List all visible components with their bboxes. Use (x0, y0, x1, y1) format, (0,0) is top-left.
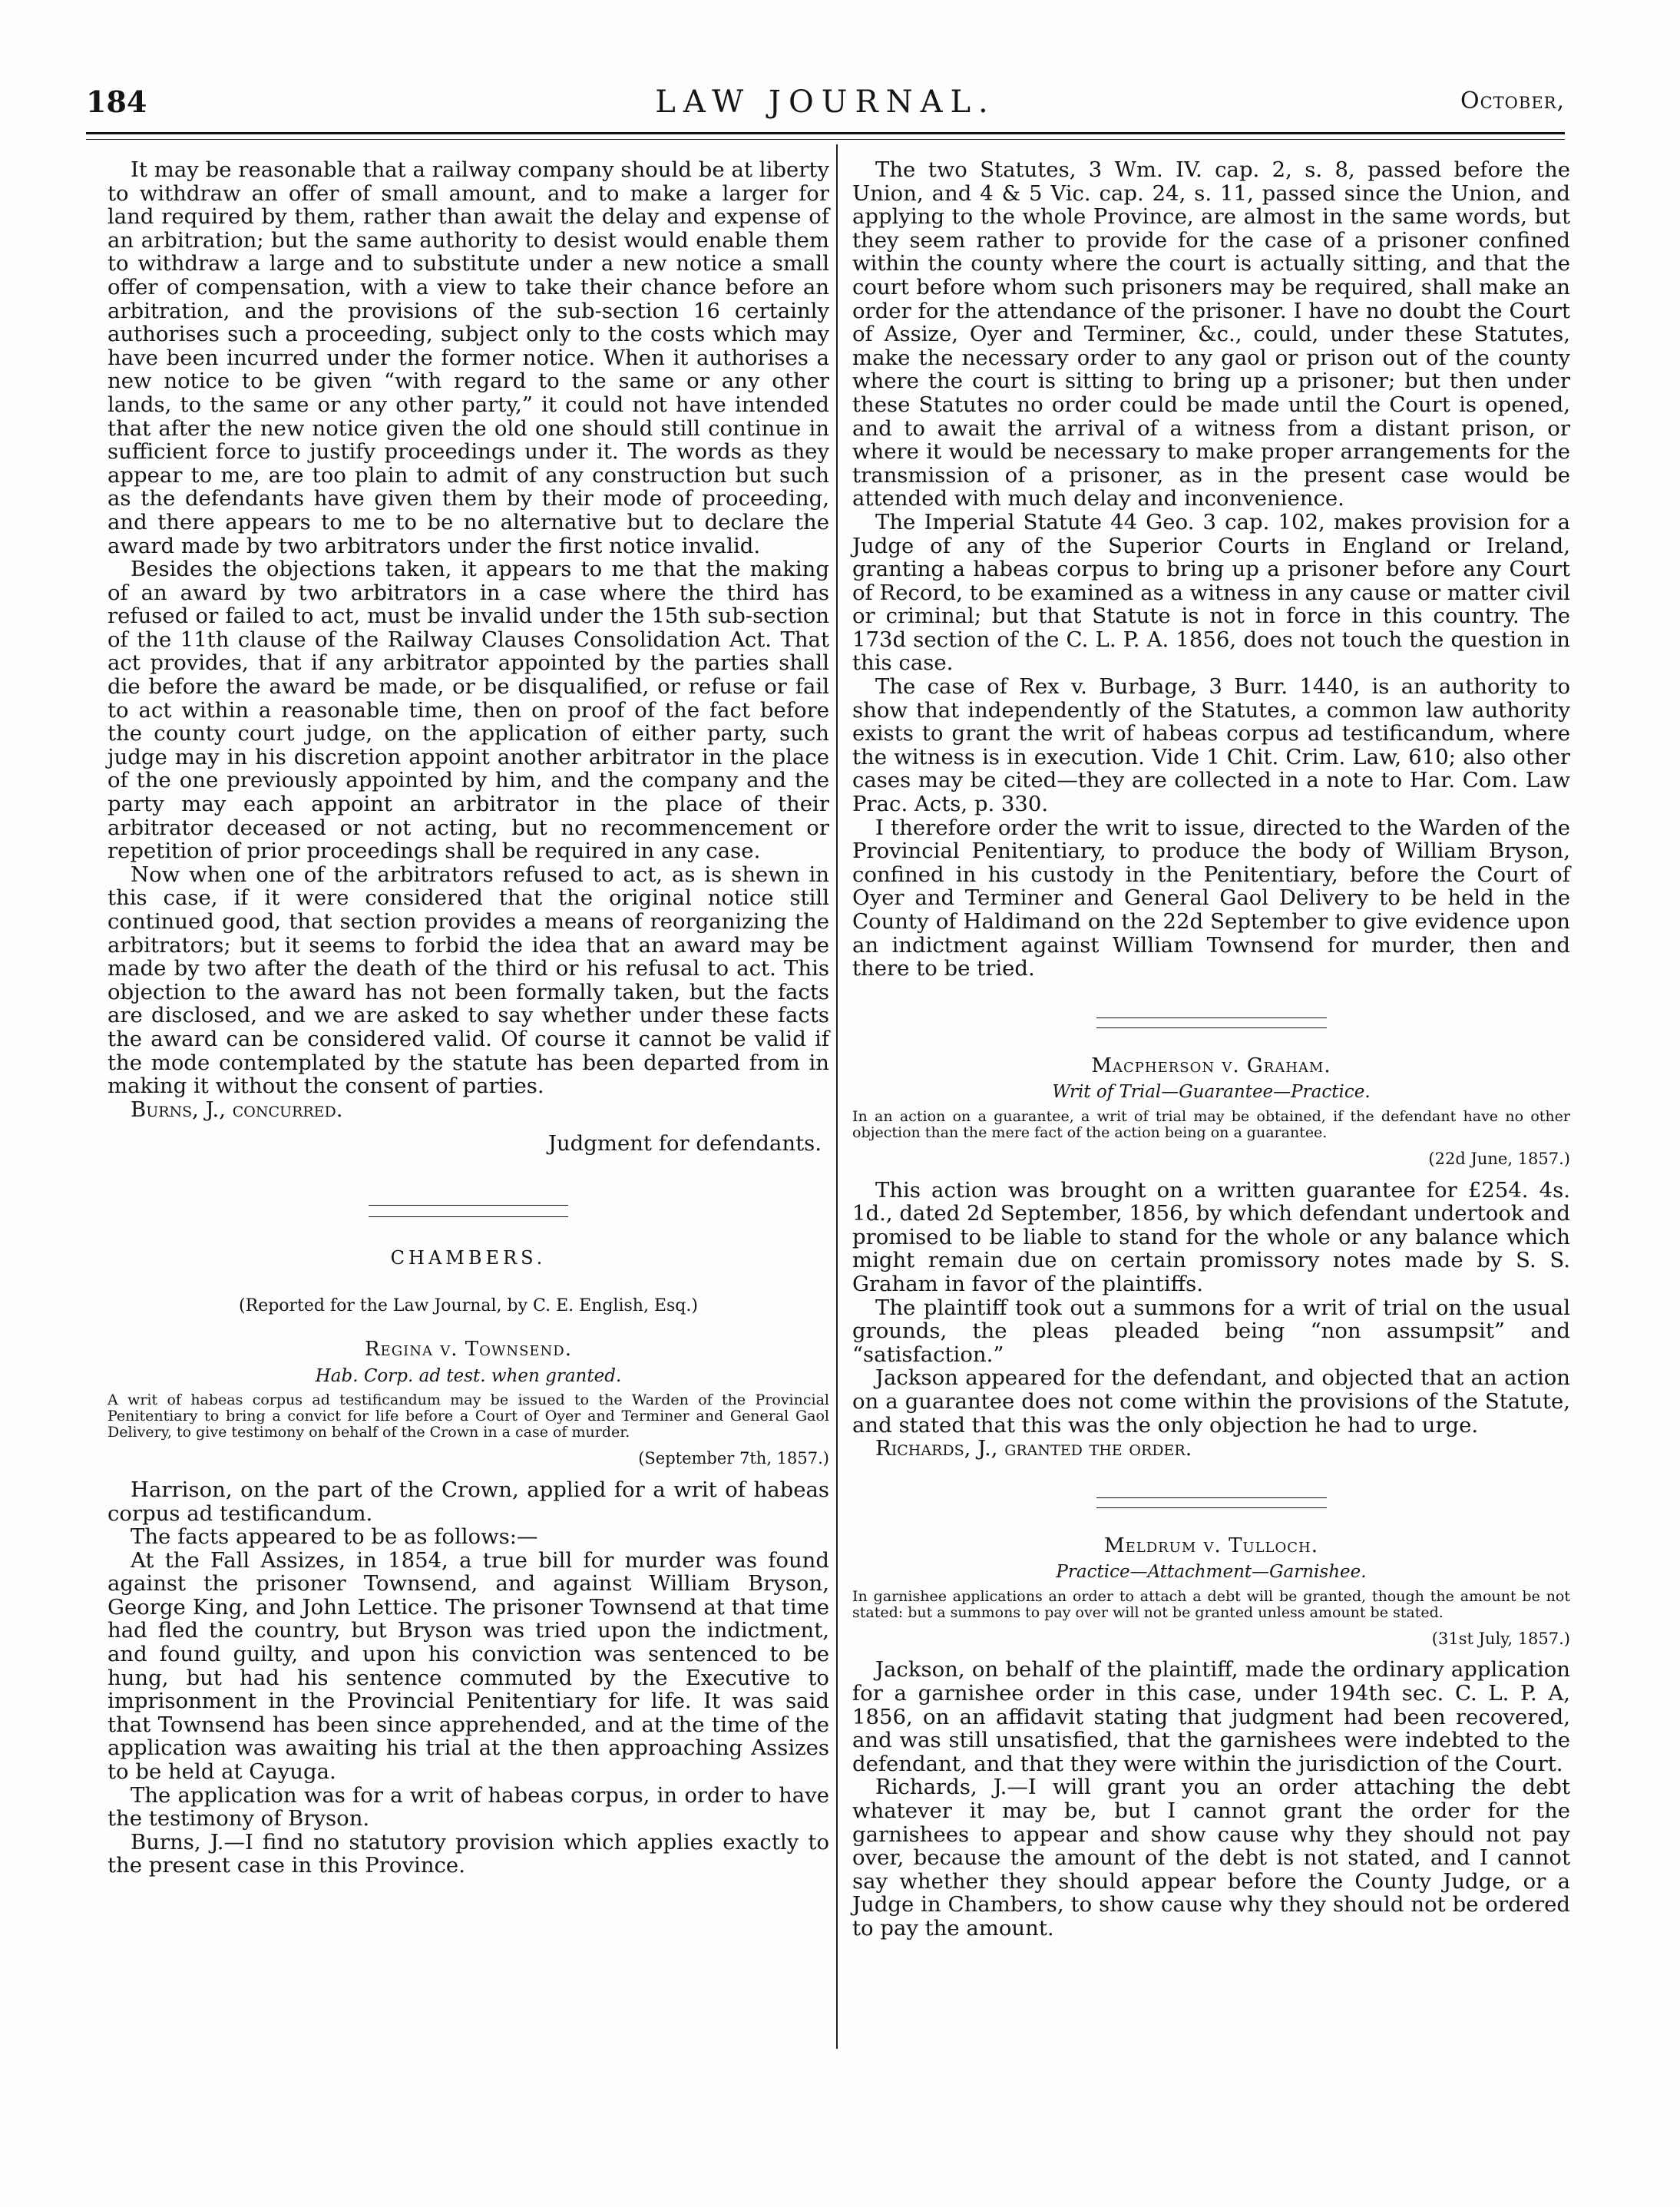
case-headnote: In garnishee applications an order to attach a debt will be granted, though the amount be not stated: but a summons to pay over will not be granted unless amount be stated. (852, 1587, 1570, 1621)
left-column (107, 158, 829, 1878)
section-separator (369, 1205, 568, 1217)
paragraph: The facts appeared to be as follows:— (131, 1524, 538, 1550)
paragraph: The application was for a writ of habeas corpus, in order to have the testimony of Bryson. (107, 1782, 829, 1831)
paragraph: Now when one of the arbitrators refused to act, as is shewn in this case, if it were considered that the original notice still continued good, that section provides a means of reorganizing the arbitrators; but it seems to forbid the idea that an award may be made by two after the death of the third or his refusal to act. This objection to the award has not been formally taken, but the facts are disclosed, and we are asked to say whether under these facts the award can be considered valid. Of course it cannot be valid if the mode contemplated by the statute has been departed from in making it without the consent of parties. (107, 862, 829, 1099)
reporter-note: (Reported for the Law Journal, by C. E. English, Esq.) (239, 1295, 698, 1315)
case-subtitle: Writ of Trial—Guarantee—Practice. (1052, 1082, 1371, 1103)
paragraph: The Imperial Statute 44 Geo. 3 cap. 102, makes provision for a Judge of any of the Superior Courts in England or Ireland, granting a habeas corpus to bring up a prisoner before any Court of Record, to be examined as a witness in any cause or matter civil or criminal; but that Statute is not in force in this country. The 173d section of the C. L. P. A. 1856, does not touch the question in this case. (852, 509, 1570, 676)
case-headnote: A writ of habeas corpus ad testificandum may be issued to the Warden of the Provincial Penitentiary to bring a convict for life before a Court of Oyer and Terminer and General Gaol Delivery, to give testimony on behalf of the Crown in a case of murder. (107, 1391, 829, 1441)
paragraph: It may be reasonable that a railway company should be at liberty to withdraw an offer of small amount, and to make a larger for land required by them, rather than await the delay and expense of an arbitration; but the same authority to desist would enable them to withdraw a large and to substitute under a new notice a small offer of compensation, with a view to take their chance before an arbitration, and the provisions of the sub-section 16 certainly authorises such a proceeding, subject only to the costs which may have been incurred under the former notice. When it authorises a new notice to be given “with regard to the same or any other lands, to the same or any other party,” it could not have intended that after the new notice given the old one should still continue in sufficient force to justify proceedings under it. The words as they appear to me, are too plain to admit of any construction but such as the defendants have given them by their mode of proceeding, and there appears to me to be no alternative but to declare the award made by two arbitrators under the first notice invalid. (107, 157, 829, 558)
paragraph: Richards, J., granted the order. (875, 1436, 1192, 1461)
page-header (86, 84, 1565, 131)
paragraph: Burns, J.—I find no statutory provision which applies exactly to the present case in this Province. (107, 1829, 829, 1878)
header-rule-thin (86, 139, 1565, 140)
page-number: 184 (86, 84, 147, 119)
paragraph: Besides the objections taken, it appears to me that the making of an award by two arbitrators in a case where the third has refused or failed to act, must be invalid under the 15th sub-section of the 11th clause of the Railway Clauses Consolidation Act. That act provides, that if any arbitrator appointed by the parties shall die before the award be made, or be disqualified, or refuse or fail to act within a reasonable time, then on proof of the fact before the county court judge, on the application of either party, such judge may in his discretion appoint another arbitrator in the place of the one previously appointed by him, and the company and the party may each appoint an arbitrator in the place of their arbitrator deceased or not acting, but no recommencement or repetition of prior proceedings shall be required in any case. (107, 557, 829, 864)
paragraph: Harrison, on the part of the Crown, applied for a writ of habeas corpus ad testificandum. (107, 1477, 829, 1526)
section-separator (1096, 1017, 1327, 1028)
paragraph: At the Fall Assizes, in 1854, a true bill for murder was found against the prisoner Townsend, and against William Bryson, George King, and John Lettice. The prisoner Townsend at that time had fled the country, but Bryson was tried upon the indictment, and found guilty, and upon his conviction was sentenced to be hung, but had his sentence commuted by the Executive to imprisonment in the Provincial Penitentiary for life. It was said that Townsend has been since apprehended, and at the time of the application was awaiting his trial at the then approaching Assizes to be held at Cayuga. (107, 1547, 829, 1785)
paragraph: Jackson appeared for the defendant, and objected that an action on a guarantee does not come within the provisions of the Statute, and stated that this was the only objection he had to urge. (852, 1365, 1570, 1438)
paragraph: The case of Rex v. Burbage, 3 Burr. 1440, is an authority to show that independently of the Statutes, a common law authority exists to grant the writ of habeas corpus ad testificandum, where the witness is in execution. Vide 1 Chit. Crim. Law, 610; also other cases may be cited—they are collected in a note to Har. Com. Law Prac. Acts, p. 330. (852, 674, 1570, 817)
case-title: Regina v. Townsend. (364, 1338, 572, 1362)
paragraph: Jackson, on behalf of the plaintiff, made the ordinary application for a garnishee order in this case, under 194th sec. C. L. P. A, 1856, on an affidavit stating that judgment had been recovered, and was still unsatisfied, that the garnishees were indebted to the defendant, and that they were within the jurisdiction of the Court. (852, 1657, 1570, 1776)
case-date: (22d June, 1857.) (1428, 1149, 1570, 1168)
section-separator (1096, 1497, 1327, 1508)
case-headnote: In an action on a guarantee, a writ of trial may be obtained, if the defendant have no other objection than the mere fact of the action being on a guarantee. (852, 1107, 1570, 1141)
judgment-line: Judgment for defendants. (547, 1131, 822, 1156)
paragraph: The plaintiff took out a summons for a writ of trial on the usual grounds, the pleas pleaded being “non assumpsit” and “satisfaction.” (852, 1295, 1570, 1367)
case-date: (31st July, 1857.) (1431, 1629, 1570, 1648)
case-subtitle: Practice—Attachment—Garnishee. (1056, 1562, 1367, 1583)
paragraph: The two Statutes, 3 Wm. IV. cap. 2, s. 8, passed before the Union, and 4 & 5 Vic. cap. 24, s. 11, passed since the Union, and applying to the whole Province, are almost in the same words, but they seem rather to provide for the case of a prisoner confined within the county where the court is actually sitting, and that the court before whom such prisoners may be required, shall make an order for the attendance of the prisoner. I have no doubt the Court of Assize, Oyer and Terminer, &c., could, under these Statutes, make the necessary order to any gaol or prison out of the county where the court is sitting to bring up a prisoner; but then under these Statutes no order could be made until the Court is opened, and to await the arrival of a witness from a distant prison, or where it would be necessary to make proper arrangements for the transmission of a prisoner, as in the present case would be attended with much delay and inconvenience. (852, 157, 1570, 511)
case-date: (September 7th, 1857.) (638, 1449, 829, 1468)
section-heading-chambers: CHAMBERS. (390, 1246, 547, 1269)
column-divider (836, 144, 838, 2049)
case-subtitle: Hab. Corp. ad test. when granted. (315, 1365, 622, 1386)
paragraph: This action was brought on a written guarantee for £254. 4s. 1d., dated 2d September, 1856, by which defendant undertook and promised to be liable to stand for the whole or any balance which might remain due on certain promissory notes made by S. S. Graham in favor of the plaintiffs. (852, 1177, 1570, 1296)
paragraph: I therefore order the writ to issue, directed to the Warden of the Provincial Penitentiary, to produce the body of William Bryson, confined in his custody in the Penitentiary, before the Court of Oyer and Terminer and General Gaol Delivery to be held in the County of Haldimand on the 22d September to give evidence upon an indictment against William Townsend for murder, then and there to be tried. (852, 815, 1570, 981)
case-title: Meldrum v. Tulloch. (1103, 1534, 1318, 1557)
paragraph: Richards, J.—I will grant you an order attaching the debt whatever it may be, but I cannot grant the order for the garnishees to appear and show cause why they should not pay over, because the amount of the debt is not stated, and I cannot say whether they should appear before the County Judge, or a Judge in Chambers, to show cause why they should not be ordered to pay the amount. (852, 1775, 1570, 1941)
case-title: Macpherson v. Graham. (1091, 1054, 1331, 1077)
header-month: October, (1460, 88, 1565, 114)
header-rule-thick (86, 132, 1565, 134)
concurrence: Burns, J., concurred. (131, 1097, 343, 1122)
journal-title: LAW JOURNAL. (655, 84, 996, 120)
right-column (852, 158, 1570, 1941)
